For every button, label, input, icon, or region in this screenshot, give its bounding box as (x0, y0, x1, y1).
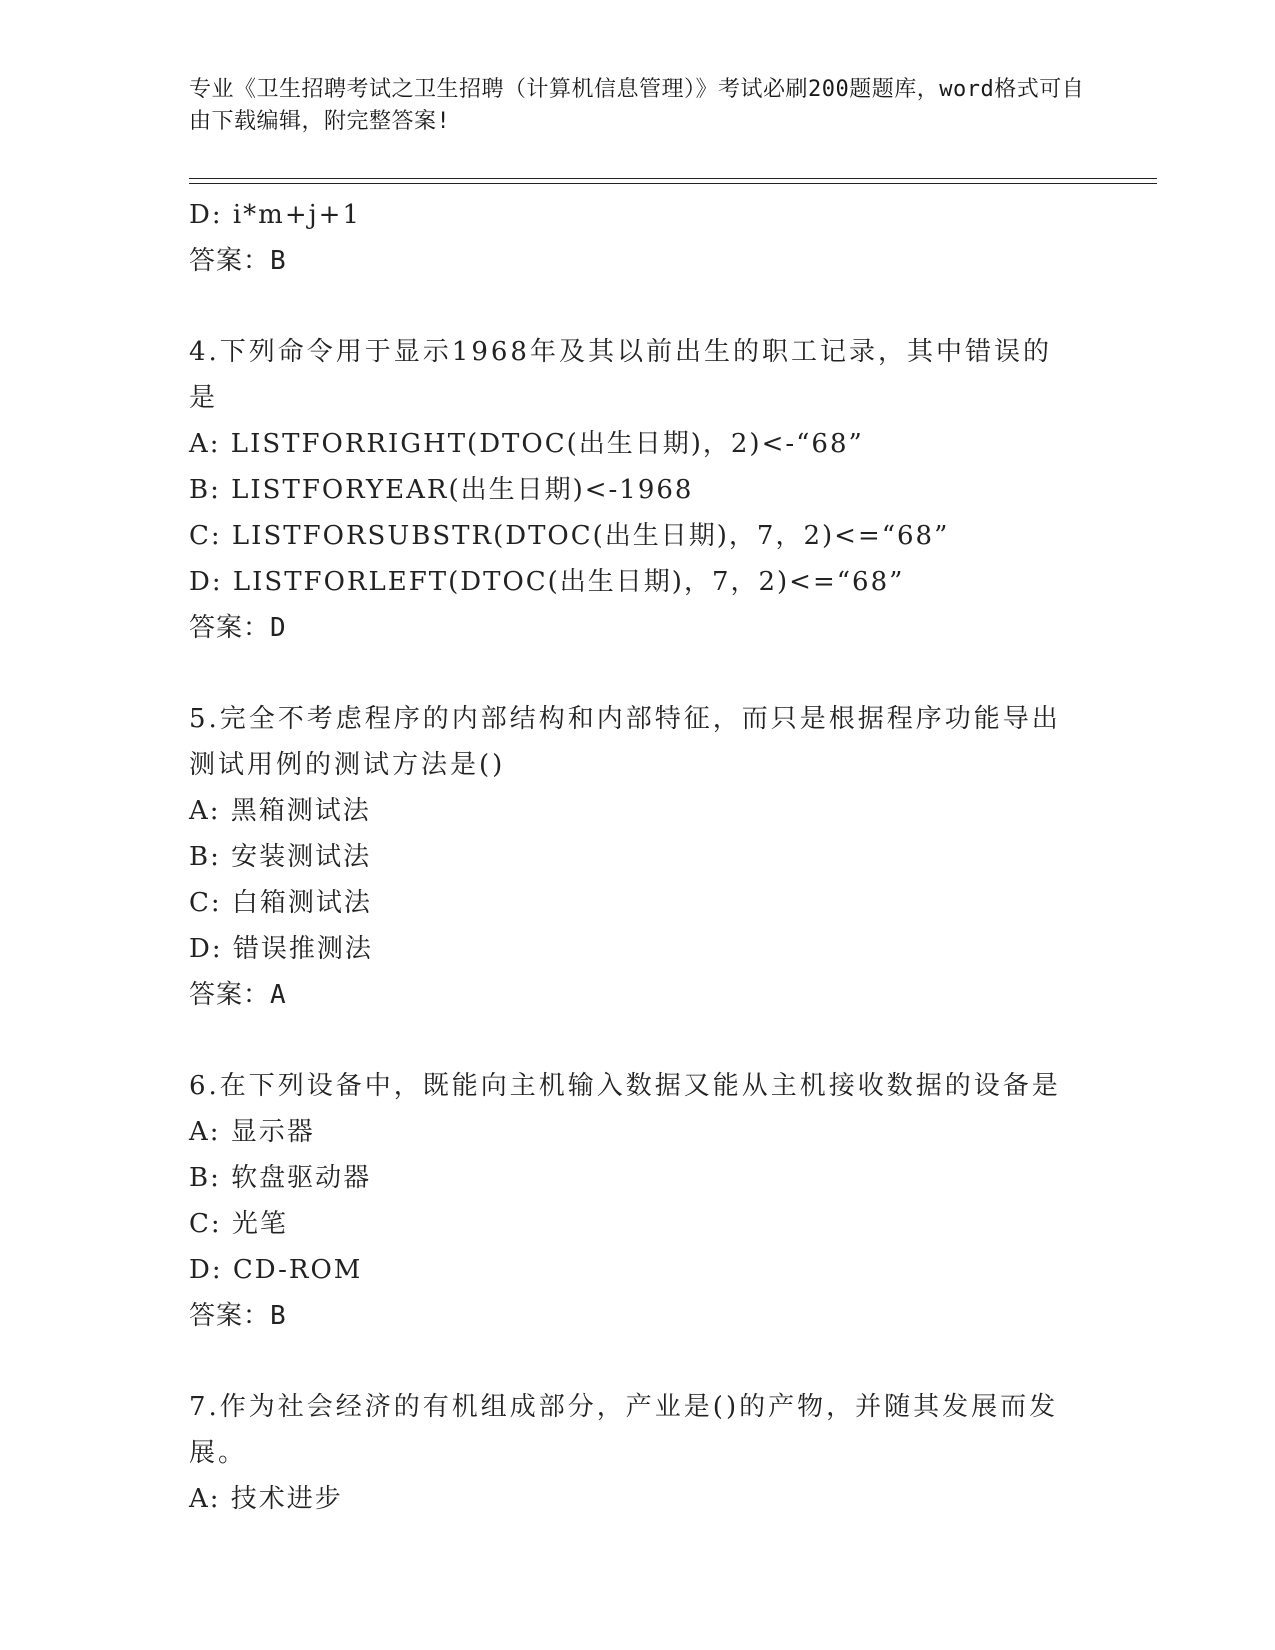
question-4-stem: 4.下列命令用于显示1968年及其以前出生的职工记录，其中错误的是 (189, 337, 1052, 413)
header-divider-bottom (189, 183, 1157, 184)
question-4-option-a: A: LISTFORRIGHT(DTOC(出生日期)，2)<-“68” (189, 429, 864, 459)
question-5-option-a: A: 黑箱测试法 (189, 796, 371, 826)
question-5-option-c: C: 白箱测试法 (189, 888, 372, 918)
question-list (189, 192, 1089, 1522)
document-header: 专业《卫生招聘考试之卫生招聘（计算机信息管理）》考试必刷200题题库，word格式可自由下载编辑，附完整答案! (189, 77, 1085, 134)
question-5-option-d: D: 错误推测法 (189, 934, 373, 964)
prev-answer: 答案：B (189, 246, 287, 276)
question-5-answer: 答案：A (189, 980, 287, 1010)
question-4-option-d: D: LISTFORLEFT(DTOC(出生日期)，7，2)<=“68” (189, 567, 905, 597)
question-6-option-c: C: 光笔 (189, 1209, 288, 1239)
question-6-answer: 答案：B (189, 1301, 287, 1331)
question-5-option-b: B: 安装测试法 (189, 842, 372, 872)
prev-option-d: D: i*m+j+1 (189, 200, 362, 230)
header-divider-top (189, 178, 1157, 179)
question-6-stem: 6.在下列设备中，既能向主机输入数据又能从主机接收数据的设备是 (189, 1071, 1061, 1101)
question-7-stem: 7.作为社会经济的有机组成部分，产业是()的产物，并随其发展而发展。 (189, 1392, 1059, 1468)
question-5-stem: 5.完全不考虑程序的内部结构和内部特征，而只是根据程序功能导出测试用例的测试方法是() (189, 704, 1061, 780)
question-6-option-a: A: 显示器 (189, 1117, 315, 1147)
question-4-answer: 答案：D (189, 613, 287, 643)
question-6-option-d: D: CD-ROM (189, 1255, 363, 1285)
question-4-option-c: C: LISTFORSUBSTR(DTOC(出生日期)，7，2)<=“68” (189, 521, 950, 551)
question-7-option-a: A: 技术进步 (189, 1484, 343, 1514)
question-6-option-b: B: 软盘驱动器 (189, 1163, 372, 1193)
question-4-option-b: B: LISTFORYEAR(出生日期)<-1968 (189, 475, 694, 505)
